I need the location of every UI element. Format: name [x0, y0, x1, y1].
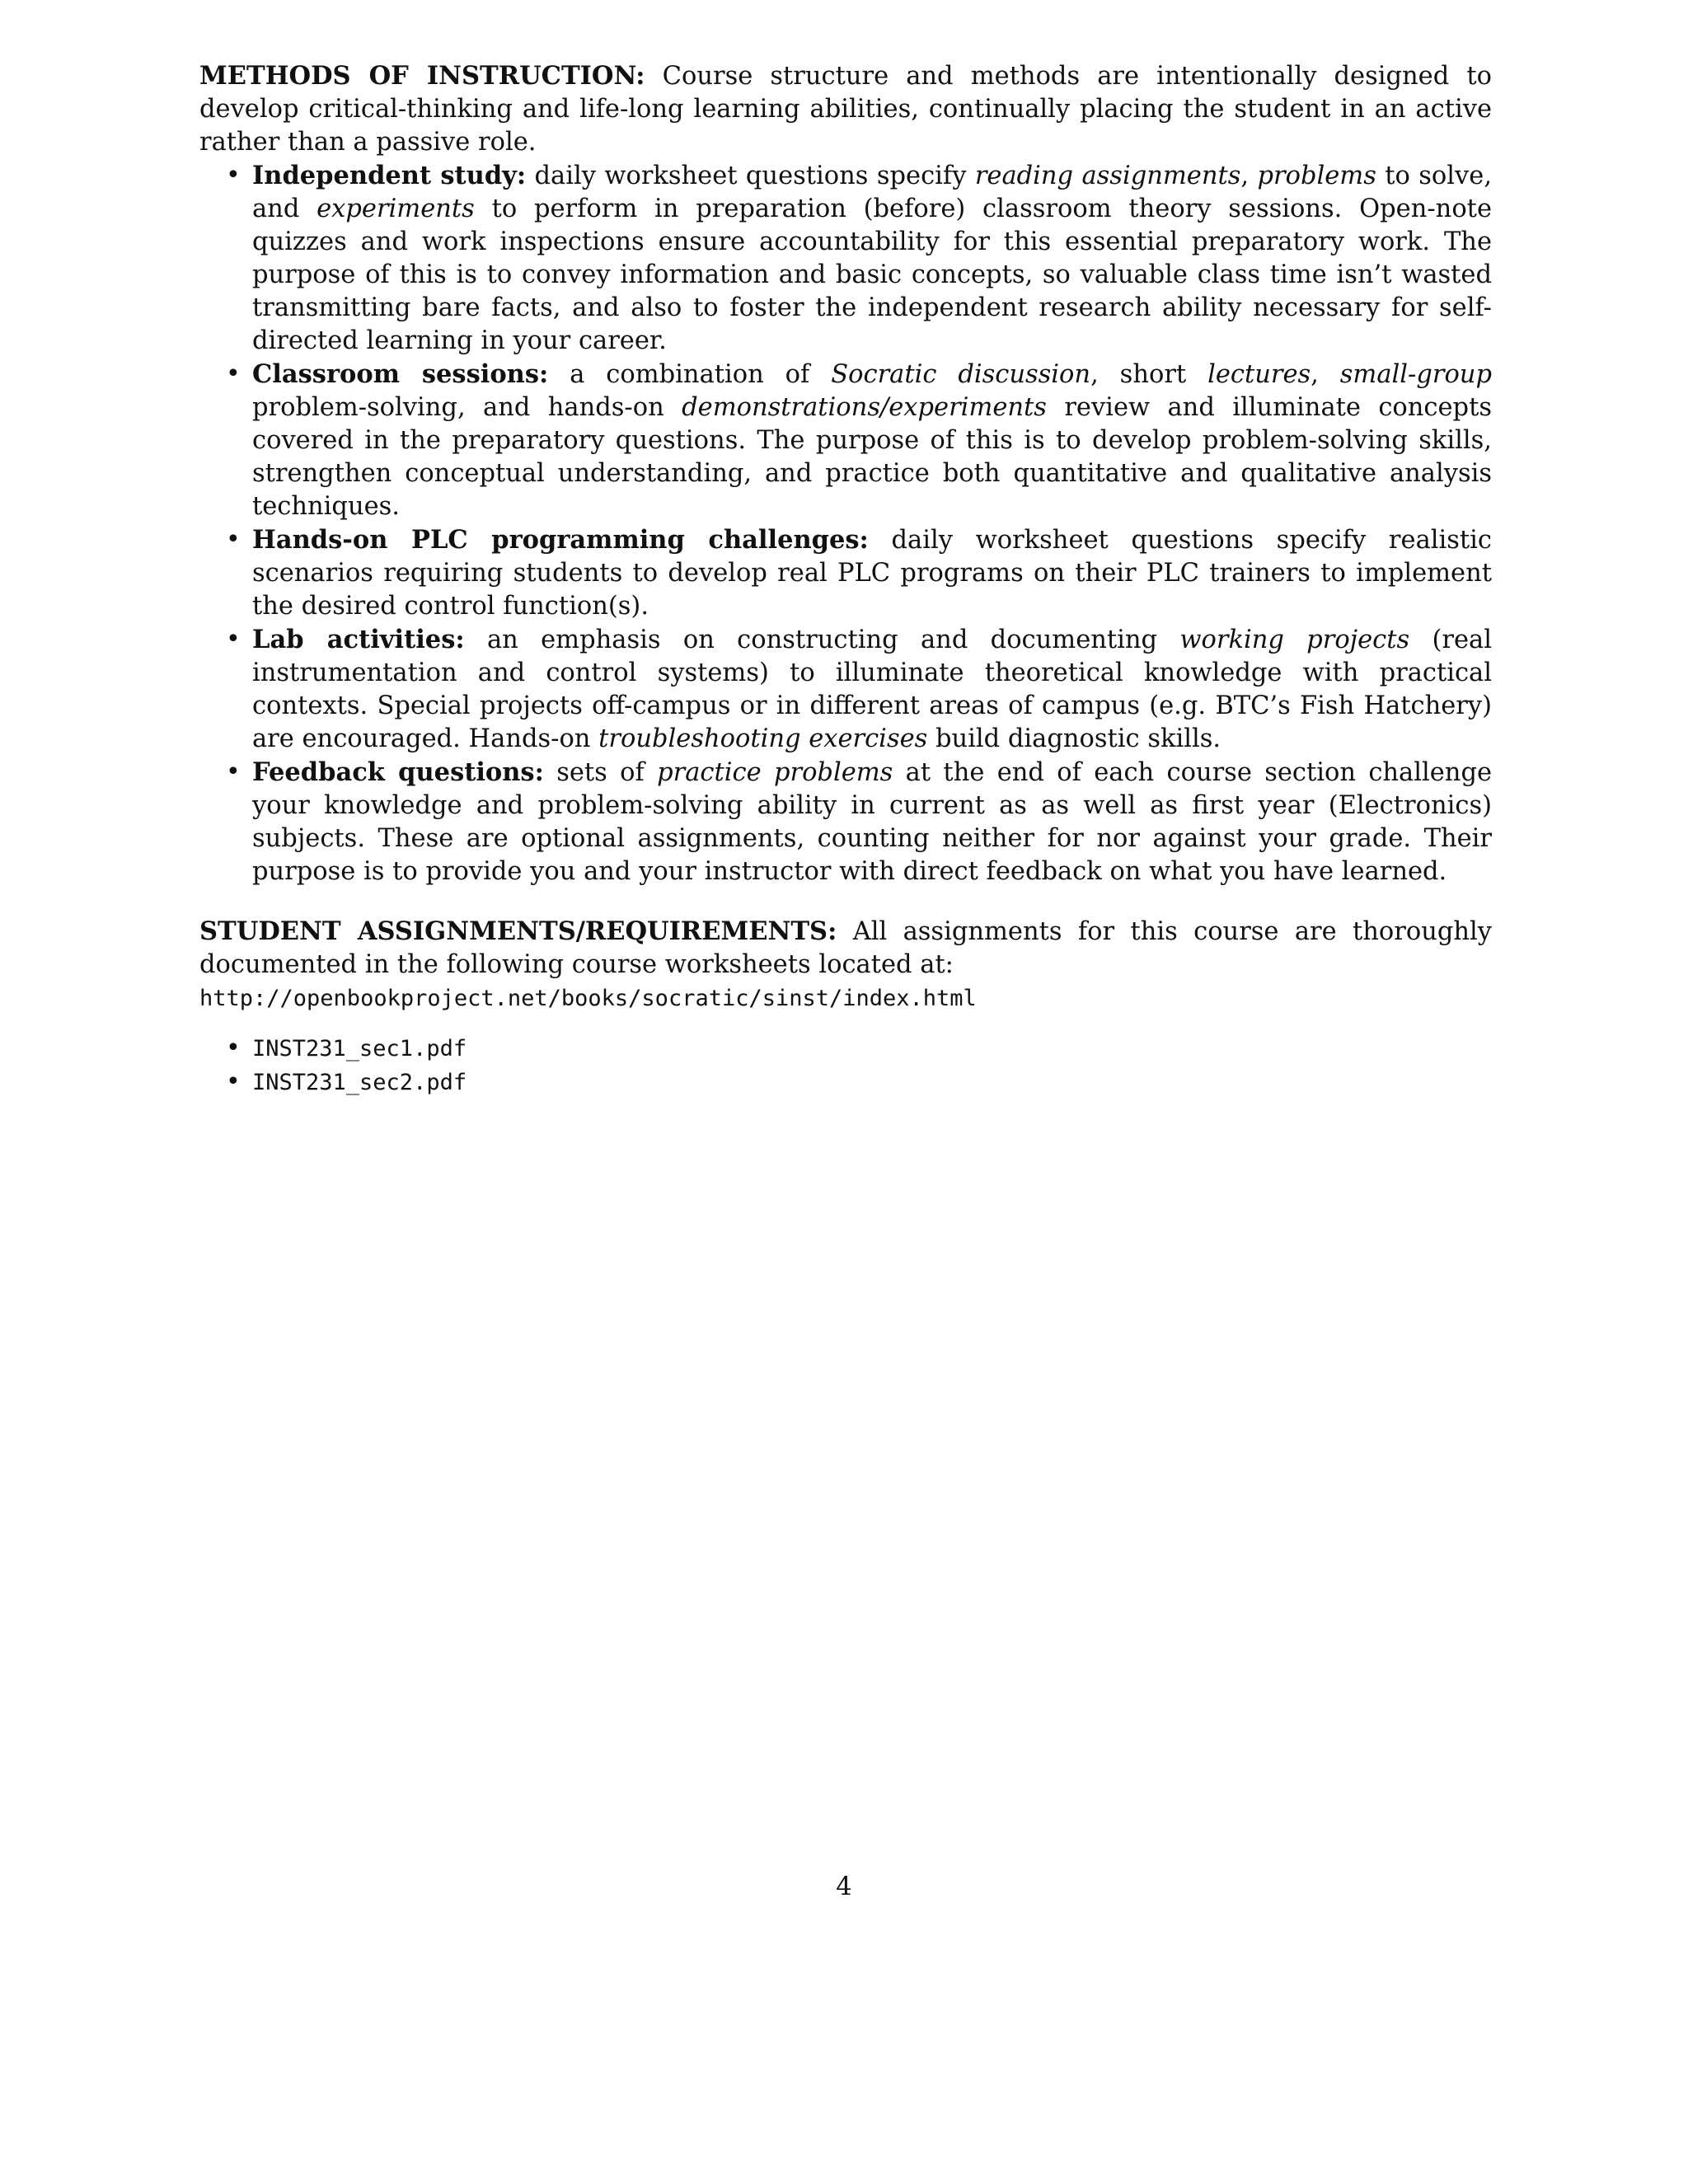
bullet-icon: • — [226, 359, 241, 388]
worksheets-url-line — [199, 982, 1492, 1015]
item-emphasis: Socratic discussion — [831, 360, 1091, 389]
item-text: review and illuminate concepts covered in the preparatory questions. The purpose of this is to develop problem-solving skills, strengthen conceptual understanding, and practice both quantitative and qualitative analysis techniques. — [252, 393, 1492, 521]
item-text: (real instrumentation and control systems) to illuminate theoretical knowledge with practical contexts. Special projects off-campus or in different areas of campus (e.g. BTC’s Fish Hatchery) are encouraged. Hands-on — [252, 626, 1492, 753]
item-text: , — [1311, 360, 1340, 389]
item-text: to solve, and — [252, 162, 1493, 223]
item-label: Independent study: — [252, 161, 527, 190]
assignments-heading: STUDENT ASSIGNMENTS/REQUIREMENTS: — [199, 916, 837, 946]
item-label: Classroom sessions: — [252, 359, 549, 389]
item-text: , — [1240, 162, 1258, 190]
file-name: INST231_sec1.pdf — [252, 1036, 467, 1062]
list-item — [199, 1066, 1492, 1099]
list-item — [199, 1032, 1492, 1066]
item-text: at the end of each course section challenge your knowledge and problem-solving ability in current as as well as first year (Electronics) subjects. These are optional assignments, counting neither for nor against your grade. Their purpose is to provide you and your instructor with direct feedback on what you have learned. — [252, 758, 1493, 886]
item-emphasis: demonstrations/experiments — [682, 393, 1047, 422]
item-text: to perform in preparation (before) classroom theory sessions. Open-note quizzes and work inspections ensure accountability for this essential preparatory work. The purpose of this is to convey information and basic concepts, so valuable class time isn’t wasted transmitting bare facts, and also to foster the independent research ability necessary for self-directed learning in your career. — [252, 194, 1492, 355]
item-text: problem-solving, and hands-on — [252, 393, 682, 422]
item-text: , short — [1090, 360, 1208, 389]
bullet-icon: • — [226, 1067, 241, 1096]
item-text: daily worksheet questions specify realistic scenarios requiring students to develop real PLC programs on their PLC trainers to implement the desired control function(s). — [252, 526, 1493, 621]
methods-intro: Course structure and methods are intentionally designed to develop critical-thinking and life-long learning abilities, continually placing the student in an active rather than a passive role. — [199, 62, 1492, 157]
list-item-classroom-sessions — [199, 358, 1492, 523]
item-label: Lab activities: — [252, 625, 465, 654]
section-spacer — [199, 888, 1492, 915]
item-emphasis: problems — [1257, 162, 1376, 190]
item-emphasis: practice problems — [657, 758, 893, 787]
item-emphasis: experiments — [316, 194, 475, 223]
item-label: Feedback questions: — [252, 757, 544, 787]
item-text: build diagnostic skills. — [927, 724, 1221, 753]
list-item-lab-activities — [199, 623, 1492, 756]
list-item-plc-challenges — [199, 523, 1492, 623]
methods-heading: METHODS OF INSTRUCTION: — [199, 61, 645, 91]
item-emphasis: working projects — [1179, 626, 1410, 654]
item-emphasis: lectures — [1207, 360, 1311, 389]
bullet-icon: • — [226, 1033, 241, 1062]
bullet-icon: • — [226, 757, 241, 786]
list-item-independent-study — [199, 159, 1492, 358]
list-item-feedback-questions — [199, 756, 1492, 888]
bullet-icon: • — [226, 625, 241, 654]
assignments-paragraph — [199, 915, 1492, 982]
assignments-intro: All assignments for this course are thoroughly documented in the following course worksheets located at: — [199, 917, 1492, 979]
item-text: daily worksheet questions specify — [526, 162, 975, 190]
page-number: 4 — [836, 1872, 852, 1901]
bullet-icon: • — [226, 525, 241, 554]
item-text: a combination of — [548, 360, 832, 389]
worksheet-file-list — [199, 1032, 1492, 1099]
item-emphasis: reading assignments — [974, 162, 1241, 190]
item-emphasis: troubleshooting exercises — [598, 724, 928, 753]
item-label: Hands-on PLC programming challenges: — [252, 525, 869, 555]
methods-list — [199, 159, 1492, 888]
methods-paragraph — [199, 59, 1492, 159]
item-emphasis: small-group — [1339, 360, 1492, 389]
item-text: an emphasis on constructing and documenting — [464, 626, 1180, 654]
bullet-icon: • — [226, 161, 241, 190]
file-name: INST231_sec2.pdf — [252, 1070, 467, 1095]
worksheets-url-link[interactable]: http://openbookproject.net/books/socratic/sinst/index.html — [199, 986, 977, 1011]
document-page — [199, 59, 1492, 1099]
item-text: sets of — [543, 758, 658, 787]
